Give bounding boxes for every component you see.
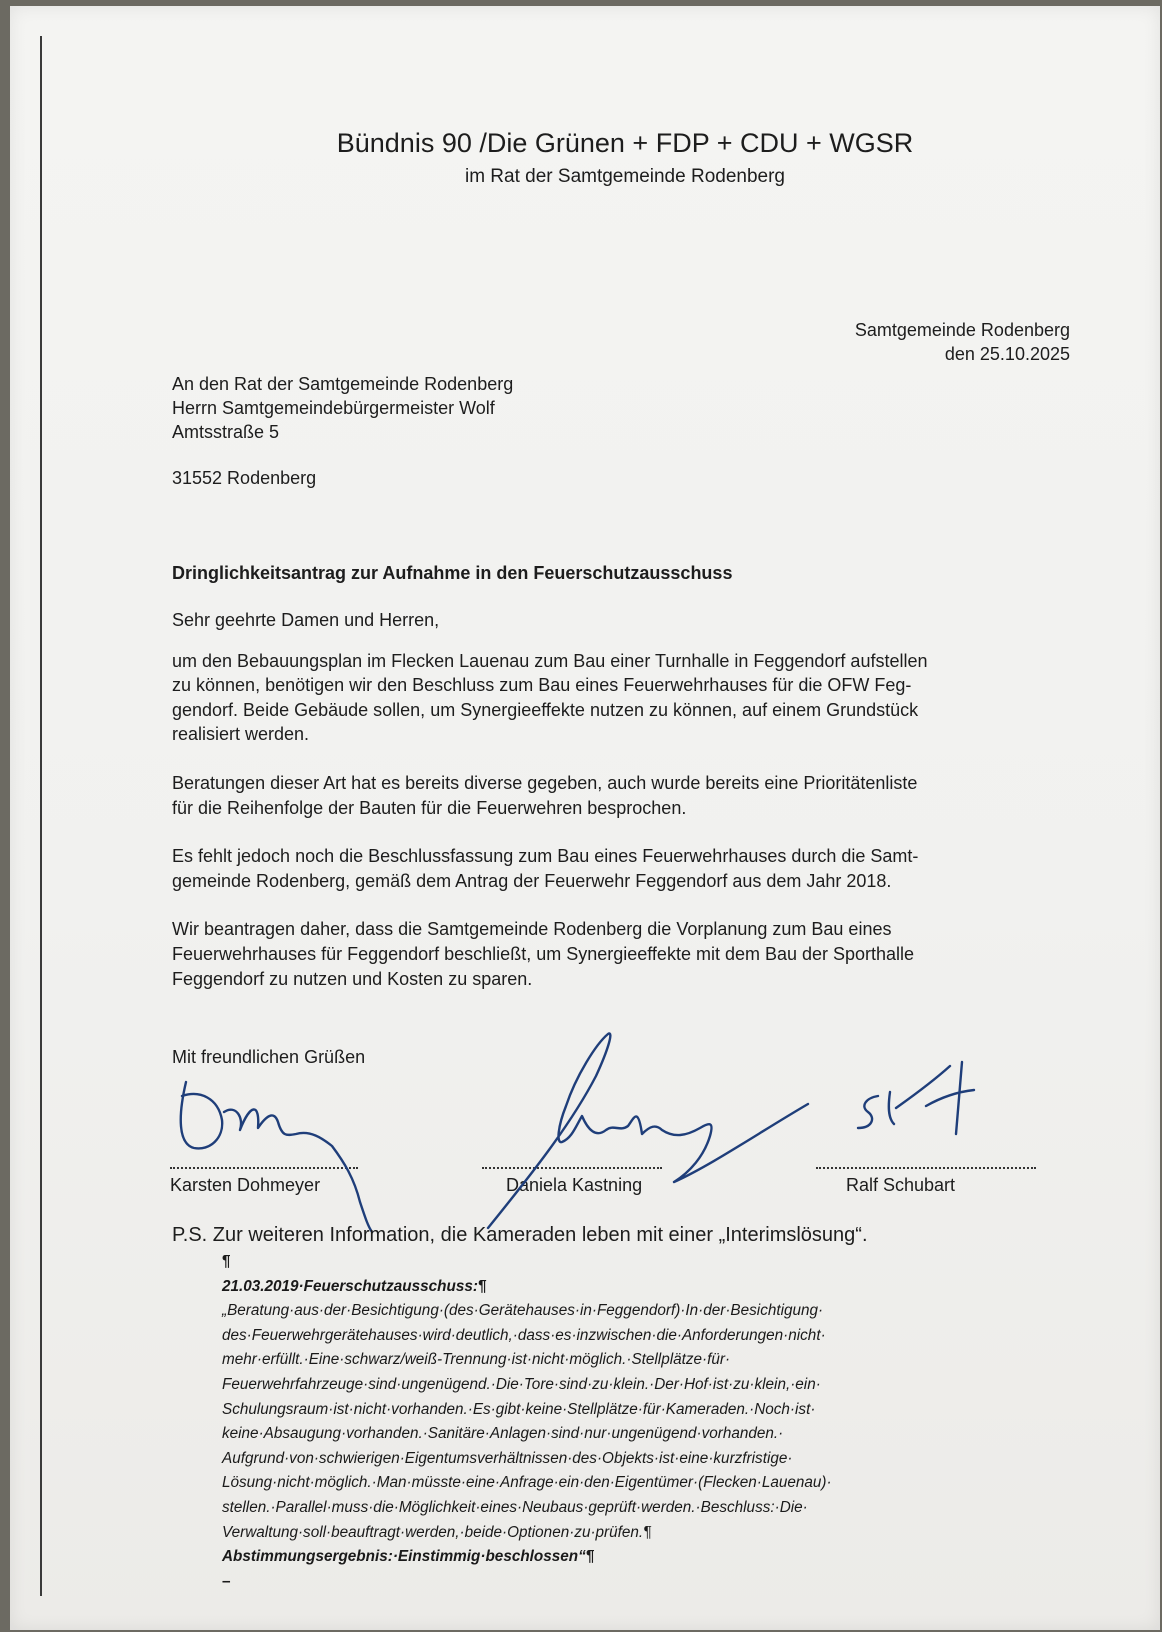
- body-line: gendorf. Beide Gebäude sollen, um Synergieeffekte nutzen zu können, auf einem Grundstück: [172, 699, 919, 720]
- body-paragraph: [172, 844, 1032, 893]
- recipient-line: Herrn Samtgemeindebürgermeister Wolf: [172, 398, 495, 418]
- minutes-excerpt: [222, 1250, 1012, 1594]
- excerpt-line: des·Feuerwehrgerätehauses·wird·deutlich,·dass·es·inzwischen·die·Anforderungen·nicht·: [222, 1326, 826, 1344]
- signature-kastning: [488, 1033, 808, 1228]
- body-line: um den Bebauungsplan im Flecken Lauenau zum Bau einer Turnhalle in Feggendorf aufstellen: [172, 650, 928, 671]
- letter-date: den 25.10.2025: [944, 344, 1070, 364]
- excerpt-line: Aufgrund·von·schwierigen·Eigentumsverhältnissen·des·Objekts·ist·eine·kurzfristige·: [222, 1449, 793, 1467]
- signatory-name: Daniela Kastning: [506, 1175, 643, 1195]
- body-line: realisiert werden.: [172, 724, 310, 745]
- excerpt-line: Schulungsraum·ist·nicht·vorhanden.·Es·gibt·keine·Stellplätze·für·Kameraden.·Noch·ist·: [222, 1400, 816, 1418]
- body-paragraph: [172, 917, 1032, 991]
- body-line: für die Reihenfolge der Bauten für die Feuerwehren besprochen.: [172, 797, 687, 818]
- signature-line: [170, 1167, 358, 1169]
- excerpt-line: Verwaltung·soll·beauftragt·werden,·beide·Optionen·zu·prüfen.¶: [222, 1523, 652, 1541]
- sender-place: Samtgemeinde Rodenberg: [854, 320, 1070, 340]
- excerpt-line: keine·Absaugung·vorhanden.·Sanitäre·Anlagen·sind·nur·ungenügend·vorhanden.·: [222, 1425, 784, 1443]
- signatory-name: Karsten Dohmeyer: [170, 1175, 321, 1195]
- recipient-line: An den Rat der Samtgemeinde Rodenberg: [172, 374, 514, 394]
- salutation: Sehr geehrte Damen und Herren,: [172, 610, 440, 630]
- recipient-line: Amtsstraße 5: [172, 422, 280, 442]
- body-paragraph: [172, 771, 1032, 820]
- excerpt-line: Lösung·nicht·möglich.·Man·müsste·eine·Anfrage·ein·den·Eigentümer·(Flecken·Lauenau)·: [222, 1474, 832, 1492]
- body-line: Es fehlt jedoch noch die Beschlussfassung zum Bau eines Feuerwehrhauses durch die Samt-: [172, 846, 919, 867]
- signature-schubart: [858, 1062, 974, 1134]
- letter-body: [172, 608, 1032, 1015]
- excerpt-line: mehr·erfüllt.·Eine·schwarz/weiß-Trennung·ist·nicht·möglich.·Stellplätze·für·: [222, 1351, 731, 1369]
- vote-result: Abstimmungsergebnis:·Einstimmig·beschlossen“¶: [222, 1548, 595, 1566]
- postscript: P.S. Zur weiteren Information, die Kameraden leben mit einer „Interimslösung“.: [172, 1224, 868, 1246]
- recipient-address: [172, 372, 513, 490]
- letter-page: [10, 6, 1160, 1630]
- excerpt-line: stellen.·Parallel·muss·die·Möglichkeit·eines·Neubaus·geprüft·werden.·Beschluss:·Die·: [222, 1498, 808, 1516]
- body-line: gemeinde Rodenberg, gemäß dem Antrag der Feuerwehr Feggendorf aus dem Jahr 2018.: [172, 870, 892, 891]
- pilcrow-mark: ¶: [222, 1253, 231, 1270]
- letterhead-title: Bündnis 90 /Die Grünen + FDP + CDU + WGSR: [336, 128, 914, 158]
- signature-line: [816, 1167, 1036, 1169]
- sender-block: [855, 318, 1070, 366]
- body-line: Wir beantragen daher, dass die Samtgemeinde Rodenberg die Vorplanung zum Bau eines: [172, 919, 892, 940]
- body-line: Feuerwehrhauses für Feggendorf beschließt, um Synergieeffekte mit dem Bau der Sporthalle: [172, 943, 915, 964]
- recipient-city: 31552 Rodenberg: [172, 468, 317, 488]
- body-paragraph: [172, 649, 1032, 747]
- closing-phrase: Mit freundlichen Grüßen: [172, 1047, 366, 1067]
- letterhead-subtitle: im Rat der Samtgemeinde Rodenberg: [464, 166, 785, 187]
- excerpt-line: „Beratung·aus·der·Besichtigung·(des·Gerätehauses·in·Feggendorf)·In·der·Besichtigung·: [222, 1302, 824, 1320]
- trailing-dash: –: [222, 1572, 231, 1590]
- page-edge-line: [40, 36, 42, 1596]
- excerpt-heading: 21.03.2019·Feuerschutzausschuss:¶: [222, 1277, 487, 1295]
- signature-dohmeyer: [181, 1082, 372, 1232]
- excerpt-line: Feuerwehrfahrzeuge·sind·ungenügend.·Die·Tore·sind·zu·klein.·Der·Hof·ist·zu·klein,·ein·: [222, 1375, 821, 1393]
- letter-subject: Dringlichkeitsantrag zur Aufnahme in den Feuerschutzausschuss: [172, 563, 733, 583]
- body-line: zu können, benötigen wir den Beschluss zum Bau eines Feuerwehrhauses für die OFW Feg-: [172, 675, 912, 696]
- signatory-name: Ralf Schubart: [846, 1175, 956, 1195]
- signature-line: [482, 1167, 662, 1169]
- body-line: Feggendorf zu nutzen und Kosten zu sparen.: [172, 968, 533, 989]
- body-line: Beratungen dieser Art hat es bereits diverse gegeben, auch wurde bereits eine Prioritätenliste: [172, 772, 918, 793]
